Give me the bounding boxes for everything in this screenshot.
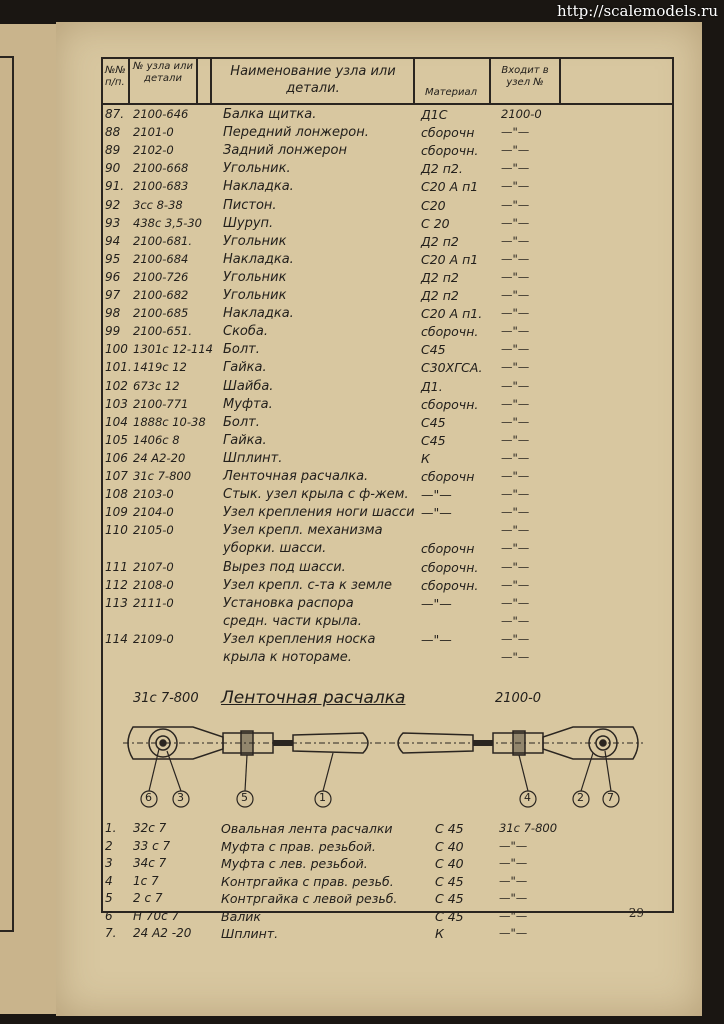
cell-name: Шплинт. <box>223 450 283 466</box>
cell-ent: —"— <box>501 396 530 411</box>
table-row <box>103 234 672 252</box>
col-line <box>196 59 198 103</box>
cell-ent: —"— <box>501 125 530 140</box>
part-ent: —"— <box>499 891 528 905</box>
cell-name: средн. части крыла. <box>223 613 362 629</box>
cell-num: 94 <box>105 233 121 248</box>
col-line <box>128 59 130 103</box>
table-row <box>103 252 672 270</box>
cell-num: 92 <box>105 197 121 212</box>
cell-name: Угольник <box>223 233 287 249</box>
part-name: Муфта с лев. резьбой. <box>221 856 368 871</box>
cell-ent: —"— <box>501 432 530 447</box>
cell-node: 2102-0 <box>133 143 174 158</box>
cell-node: 1301с 12-114 <box>133 342 213 357</box>
cell-mat: С30ХГСА. <box>421 360 483 376</box>
cell-name: Накладка. <box>223 306 294 322</box>
cell-num: 93 <box>105 215 121 230</box>
part-ent: 31с 7-800 <box>499 821 558 835</box>
cell-ent: —"— <box>501 631 530 646</box>
cell-ent: —"— <box>501 378 530 393</box>
cell-ent: —"— <box>501 197 530 212</box>
document-page <box>56 22 702 1016</box>
callout-number: 4 <box>524 791 531 804</box>
header-material: Материал <box>424 87 478 98</box>
cell-mat: Д2 п2 <box>421 288 459 303</box>
part-node: 32с 7 <box>133 821 167 835</box>
cell-node: 31с 7-800 <box>133 469 192 483</box>
table-row <box>103 541 672 559</box>
cell-mat: сборочн. <box>421 324 479 340</box>
cell-mat: Д2 п2. <box>421 161 463 177</box>
cell-name: Вырез под шасси. <box>223 559 346 575</box>
cell-ent: —"— <box>501 251 530 266</box>
table-row <box>103 216 672 234</box>
cell-name: Гайка. <box>223 360 267 376</box>
cell-node: 2100-646 <box>133 107 189 121</box>
part-ent: —"— <box>499 856 528 870</box>
table-row <box>103 324 672 342</box>
cell-ent: —"— <box>501 650 530 664</box>
cell-num: 108 <box>105 487 128 502</box>
cell-node: 1406с 8 <box>133 432 180 447</box>
cell-num: 113 <box>105 595 128 610</box>
cell-ent: —"— <box>501 306 530 321</box>
cell-mat: Д2 п2 <box>421 233 459 249</box>
cell-num: 100 <box>105 342 128 357</box>
cell-ent: —"— <box>501 360 530 375</box>
table-row <box>103 596 672 614</box>
cell-name: Угольник. <box>223 161 291 177</box>
cell-mat: С 20 <box>421 215 450 231</box>
cell-node: 2100-651. <box>133 324 193 339</box>
parts-row <box>103 856 672 874</box>
cell-num: 96 <box>105 269 121 284</box>
cell-mat: сборочн <box>421 541 475 557</box>
cell-node: 673с 12 <box>133 378 180 393</box>
cell-node: 2100-683 <box>133 179 189 194</box>
table-row <box>103 379 672 397</box>
cell-ent: —"— <box>501 450 530 465</box>
cell-ent: —"— <box>501 269 530 284</box>
callout-number: 1 <box>319 791 326 804</box>
callout-number: 2 <box>577 791 584 804</box>
cell-node: 2109-0 <box>133 631 174 646</box>
cell-node: 438с 3,5-30 <box>133 215 202 230</box>
table-row <box>103 487 672 505</box>
cell-name: Накладка. <box>223 179 294 195</box>
part-node: 24 А2 -20 <box>133 926 192 940</box>
cell-mat: Д1. <box>421 378 443 394</box>
cell-mat: С20 А п1 <box>421 251 479 267</box>
part-node: 33 с 7 <box>133 838 171 853</box>
parts-row <box>103 821 672 839</box>
part-mat: К <box>435 926 444 941</box>
cell-node: 2100-682 <box>133 288 189 302</box>
cell-num: 102 <box>105 378 128 393</box>
drawing-right-code: 2100-0 <box>495 691 542 706</box>
header-name: Наименование узла или детали. <box>230 64 396 96</box>
cell-num: 101. <box>105 360 132 375</box>
cell-ent: —"— <box>501 505 530 520</box>
part-mat: С 45 <box>435 891 464 906</box>
cell-node: 2105-0 <box>133 523 174 538</box>
part-mat: С 45 <box>435 908 464 924</box>
part-num: 5 <box>105 891 113 905</box>
cell-mat: сборочн. <box>421 396 479 412</box>
table-row <box>103 469 672 487</box>
cell-node: 2103-0 <box>133 487 174 502</box>
cell-node: 3сс 8-38 <box>133 197 183 212</box>
part-num: 3 <box>105 856 113 870</box>
part-name: Контргайка с прав. резьб. <box>221 873 394 889</box>
cell-node: 2100-668 <box>133 161 189 176</box>
cell-num: 111 <box>105 559 128 574</box>
table-row <box>103 415 672 433</box>
header-enters: Входит в узел № <box>501 65 549 88</box>
cell-ent: —"— <box>501 414 530 429</box>
callout-number: 6 <box>145 791 152 804</box>
part-num: 1. <box>105 821 117 835</box>
cell-node: 1888с 10-38 <box>133 414 206 429</box>
cell-ent: —"— <box>501 161 530 176</box>
cell-ent: —"— <box>501 487 530 502</box>
table-row <box>103 451 672 469</box>
part-name: Валик <box>221 908 261 924</box>
cell-node: 2100-726 <box>133 269 189 284</box>
cell-num: 114 <box>105 631 128 646</box>
table-row <box>103 143 672 161</box>
cell-ent: —"— <box>501 577 530 592</box>
cell-num: 87. <box>105 107 125 121</box>
cell-num: 89 <box>105 143 121 158</box>
part-node: 1с 7 <box>133 873 159 888</box>
cell-name: Болт. <box>223 414 260 430</box>
cell-name: Передний лонжерон. <box>223 125 369 141</box>
cell-name: Муфта. <box>223 396 273 412</box>
part-name: Контргайка с левой резьб. <box>221 891 398 906</box>
cell-mat: К <box>421 450 430 466</box>
table-row <box>103 306 672 324</box>
part-node: 34с 7 <box>133 856 167 870</box>
cell-mat: сборочн <box>421 469 475 484</box>
cell-node: 2100-684 <box>133 251 189 266</box>
cell-num: 103 <box>105 396 128 411</box>
cell-ent: —"— <box>501 143 530 158</box>
table-row <box>103 560 672 578</box>
left-page-edge <box>0 24 59 1014</box>
cell-ent: —"— <box>501 613 530 628</box>
cell-num: 107 <box>105 469 128 483</box>
part-name: Муфта с прав. резьбой. <box>221 838 376 854</box>
table-row <box>103 107 672 125</box>
cell-node: 2101-0 <box>133 125 174 140</box>
cell-mat: С45 <box>421 414 446 430</box>
header-node: № узла или детали <box>133 61 193 84</box>
parts-row <box>103 909 672 927</box>
table-row <box>103 198 672 216</box>
cell-mat: —"— <box>421 487 452 503</box>
part-num: 7. <box>105 926 117 940</box>
cell-ent: —"— <box>501 559 530 574</box>
cell-name: Задний лонжерон <box>223 143 347 159</box>
cell-num: 110 <box>105 523 128 538</box>
drawing-title: Ленточная расчалка <box>221 688 406 708</box>
cell-num: 105 <box>105 432 128 447</box>
cell-name: Скоба. <box>223 324 268 340</box>
part-ent: —"— <box>499 838 528 853</box>
part-num: 2 <box>105 838 113 853</box>
table-row <box>103 360 672 378</box>
page-number: 29 <box>628 906 644 920</box>
table-row <box>103 125 672 143</box>
cell-name: Гайка. <box>223 432 267 448</box>
cell-name: Шайба. <box>223 378 274 394</box>
cell-mat: С20 <box>421 197 446 213</box>
cell-num: 98 <box>105 306 121 321</box>
cell-mat: Д2 п2 <box>421 269 459 285</box>
cell-node: 24 А2-20 <box>133 450 186 465</box>
header-divider <box>103 103 672 105</box>
table-row <box>103 523 672 541</box>
table-row <box>103 650 672 668</box>
cell-num: 88 <box>105 125 121 140</box>
cell-num: 112 <box>105 577 128 592</box>
part-node: Н 70с 7 <box>133 908 180 923</box>
cell-ent: —"— <box>501 595 530 610</box>
cell-name: Стык. узел крыла с ф-жем. <box>223 487 409 503</box>
part-name: Шплинт. <box>221 926 279 941</box>
cell-node: 2100-685 <box>133 306 189 321</box>
left-page-frame <box>0 56 14 932</box>
cell-num: 90 <box>105 161 121 176</box>
part-name: Овальная лента расчалки <box>221 821 393 836</box>
cell-mat: —"— <box>421 595 452 611</box>
part-mat: С 45 <box>435 873 464 889</box>
cell-node: 2104-0 <box>133 505 174 520</box>
cell-ent: —"— <box>501 342 530 357</box>
cell-node: 2100-681. <box>133 233 193 248</box>
cell-node: 1419с 12 <box>133 360 187 375</box>
cell-node: 2107-0 <box>133 559 174 574</box>
table-row <box>103 342 672 360</box>
cell-name: Балка щитка. <box>223 107 317 122</box>
table-row <box>103 179 672 197</box>
cell-name: Накладка. <box>223 251 294 267</box>
cell-ent: —"— <box>501 324 530 339</box>
col-line <box>559 59 561 103</box>
cell-mat: сборочн. <box>421 577 479 593</box>
drawing-left-code: 31с 7-800 <box>133 691 199 706</box>
cell-name: Угольник <box>223 269 287 285</box>
cell-num: 106 <box>105 450 128 465</box>
cell-mat: Д1С <box>421 107 448 122</box>
table-row <box>103 161 672 179</box>
part-ent: —"— <box>499 908 528 923</box>
col-line <box>210 59 212 103</box>
cell-ent: —"— <box>501 541 530 556</box>
cell-mat: С20 А п1. <box>421 306 483 322</box>
cell-node: 2111-0 <box>133 595 174 610</box>
parts-row <box>103 874 672 892</box>
cell-ent: —"— <box>501 523 530 538</box>
parts-row <box>103 839 672 857</box>
cell-name: Узел крепл. механизма <box>223 523 383 539</box>
parts-row <box>103 891 672 909</box>
part-ent: —"— <box>499 926 528 940</box>
cell-num: 91. <box>105 179 125 194</box>
cell-num: 95 <box>105 251 121 266</box>
cell-mat: С20 А п1 <box>421 179 479 195</box>
cell-name: Пистон. <box>223 197 277 213</box>
cell-mat: сборочн <box>421 125 475 141</box>
cell-name: Узел крепления ноги шасси <box>223 505 415 521</box>
cell-name: Установка распора <box>223 595 354 611</box>
cell-ent: —"— <box>501 288 530 302</box>
cell-num: 109 <box>105 505 128 520</box>
cell-name: Узел крепл. с-та к земле <box>223 577 392 593</box>
table-frame <box>101 57 674 941</box>
table-row <box>103 397 672 415</box>
callout-number: 3 <box>177 791 184 804</box>
cell-name: Шуруп. <box>223 215 274 231</box>
col-line <box>489 59 491 103</box>
callout-number: 7 <box>607 791 614 804</box>
cell-mat: сборочн. <box>421 559 479 575</box>
cell-num: 97 <box>105 288 121 302</box>
cell-mat: —"— <box>421 505 452 521</box>
cell-ent: —"— <box>501 233 530 248</box>
cell-ent: —"— <box>501 179 530 194</box>
cell-ent: —"— <box>501 215 530 230</box>
part-mat: С 45 <box>435 821 464 836</box>
table-row <box>103 632 672 650</box>
cell-name: Угольник <box>223 288 287 303</box>
part-num: 6 <box>105 908 113 923</box>
cell-mat: —"— <box>421 631 452 647</box>
cell-mat: С45 <box>421 432 446 448</box>
cell-num: 99 <box>105 324 121 339</box>
cell-ent: 2100-0 <box>501 107 542 121</box>
table-row <box>103 578 672 596</box>
parts-row <box>103 926 672 944</box>
cell-name: крыла к нотораме. <box>223 650 352 665</box>
cell-name: Ленточная расчалка. <box>223 469 369 484</box>
table-row <box>103 433 672 451</box>
watermark-url[interactable]: http://scalemodels.ru <box>556 2 718 20</box>
cell-num: 104 <box>105 414 128 429</box>
turnbuckle-drawing <box>123 709 643 819</box>
part-mat: С 40 <box>435 838 464 854</box>
cell-ent: —"— <box>501 469 530 483</box>
cell-mat: сборочн. <box>421 143 479 159</box>
header-num: №№ п/п. <box>105 65 126 88</box>
table-row <box>103 270 672 288</box>
part-num: 4 <box>105 873 113 888</box>
table-row <box>103 505 672 523</box>
cell-node: 2108-0 <box>133 577 174 592</box>
part-ent: —"— <box>499 873 528 888</box>
table-row <box>103 288 672 306</box>
cell-name: Узел крепления носка <box>223 631 376 647</box>
cell-mat: С45 <box>421 342 446 358</box>
part-node: 2 с 7 <box>133 891 163 905</box>
table-row <box>103 614 672 632</box>
callout-number: 5 <box>241 791 248 804</box>
cell-name: уборки. шасси. <box>223 541 327 557</box>
cell-node: 2100-771 <box>133 396 189 411</box>
cell-name: Болт. <box>223 342 260 358</box>
part-mat: С 40 <box>435 856 464 871</box>
